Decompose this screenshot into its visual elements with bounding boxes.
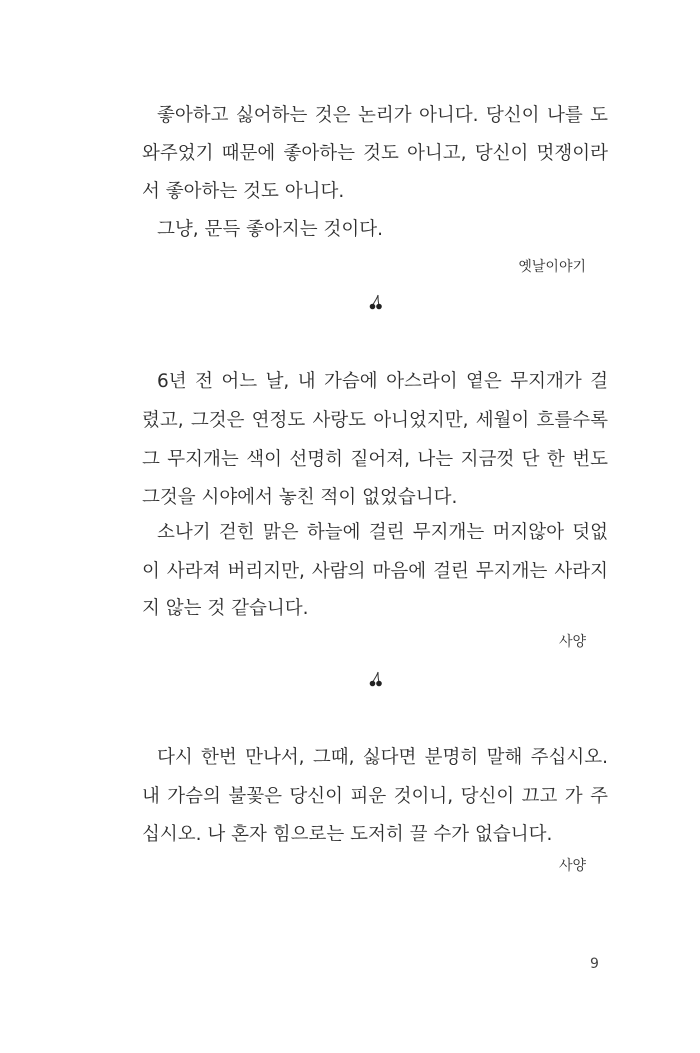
paragraph-line: 내 가슴의 불꽃은 당신이 피운 것이니, 당신이 끄고 가 주 (142, 786, 608, 807)
cherry-ornament-icon (366, 670, 386, 688)
paragraph-line: 렸고, 그것은 연정도 사랑도 아니었지만, 세월이 흐를수록 (142, 410, 608, 431)
paragraph-line: 그냥, 문득 좋아지는 것이다. (157, 219, 383, 240)
signature: 옛날이야기 (518, 259, 586, 275)
page-number: 9 (590, 956, 599, 972)
paragraph-line: 서 좋아하는 것도 아니다. (142, 181, 345, 202)
paragraph-line: 지 않는 것 같습니다. (142, 598, 309, 619)
paragraph-line: 좋아하고 싫어하는 것은 논리가 아니다. 당신이 나를 도 (157, 105, 608, 126)
paragraph-line: 와주었기 때문에 좋아하는 것도 아니고, 당신이 멋쟁이라 (142, 143, 608, 164)
paragraph-line: 6년 전 어느 날, 내 가슴에 아스라이 옅은 무지개가 걸 (157, 371, 608, 392)
paragraph-line: 이 사라져 버리지만, 사람의 마음에 걸린 무지개는 사라지 (142, 561, 608, 582)
paragraph-line: 십시오. 나 혼자 힘으로는 도저히 끌 수가 없습니다. (142, 824, 553, 845)
signature: 사양 (558, 858, 586, 874)
paragraph-line: 소나기 걷힌 맑은 하늘에 걸린 무지개는 머지않아 덧없 (157, 522, 608, 543)
cherry-ornament-icon (366, 293, 386, 311)
paragraph-line: 그것을 시야에서 놓친 적이 없었습니다. (142, 487, 458, 508)
paragraph-line: 그 무지개는 색이 선명히 짙어져, 나는 지금껏 단 한 번도 (142, 449, 608, 470)
signature: 사양 (558, 634, 586, 650)
paragraph-line: 다시 한번 만나서, 그때, 싫다면 분명히 말해 주십시오. (157, 747, 608, 768)
